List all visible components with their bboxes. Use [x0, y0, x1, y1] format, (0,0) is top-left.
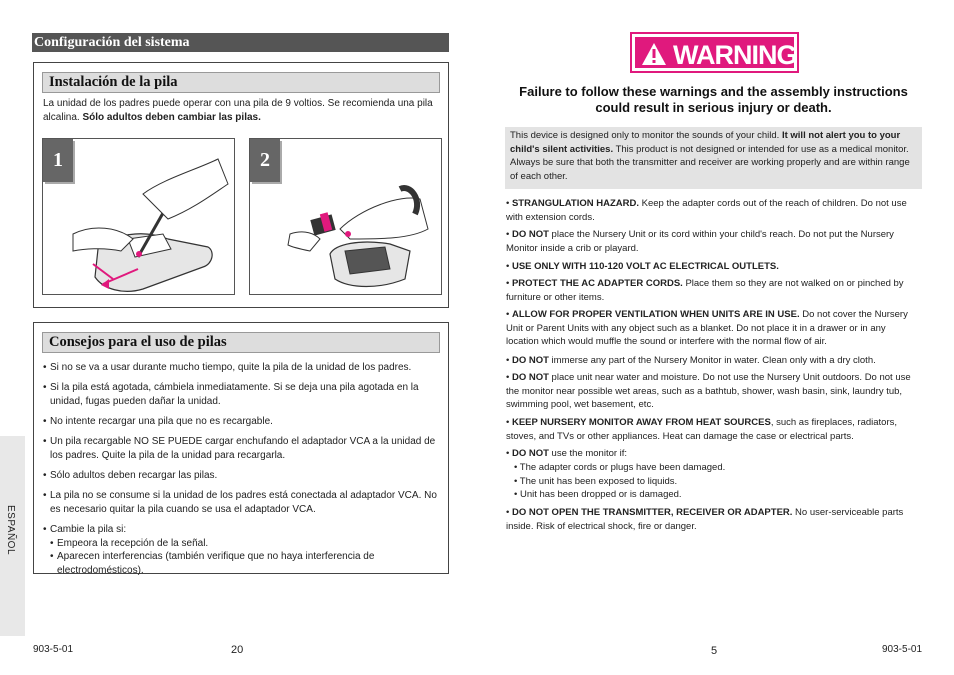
warning-item: • DO NOT use the monitor if: — [506, 448, 628, 459]
tip-item: • Un pila recargable NO SE PUEDE cargar enchufando el adaptador VCA a la unidad de los padres. Quite la pila de la unidad para recargarla. — [43, 436, 436, 461]
warning-item: • KEEP NURSERY MONITOR AWAY FROM HEAT SOURCES, such as fireplaces, radiators, stoves, and TVs or other appliances. Heat can damage the case or electrical parts. — [506, 417, 898, 442]
figure-number-1: 1 — [43, 139, 73, 182]
warning-item: • ALLOW FOR PROPER VENTILATION WHEN UNITS ARE IN USE. Do not cover the Nursery Unit or Parent Units with any object such as a blanket. Do not place it in a drawer or in any location which would muffle the sound or interfere with the normal flow of air. — [506, 309, 908, 348]
warning-headline: Failure to follow these warnings and the assembly instructions could result in serious injury or death. — [519, 84, 908, 115]
tip-item: • Si no se va a usar durante mucho tiempo, quite la pila de la unidad de los padres. — [43, 362, 412, 373]
tip-item: • Si la pila está agotada, cámbiela inmediatamente. Si se deja una pila agotada en la unidad, fugas pueden dañar la unidad. — [43, 382, 419, 407]
warning-item: • STRANGULATION HAZARD. Keep the adapter cords out of the reach of children. Do not use with extension cords. — [506, 198, 907, 223]
language-label: ESPAÑOL — [5, 505, 16, 555]
warning-sub-item: • Unit has been dropped or is damaged. — [514, 489, 682, 500]
battery-install-text — [43, 97, 438, 125]
intro-notice — [505, 127, 922, 189]
warning-label: WARNING — [673, 40, 797, 70]
figure-1 — [42, 138, 235, 295]
warning-item: • USE ONLY WITH 110-120 VOLT AC ELECTRICAL OUTLETS. — [506, 261, 779, 272]
battery-install-panel — [33, 62, 449, 308]
warning-sub-item: • The adapter cords or plugs have been damaged. — [514, 462, 726, 473]
warning-item: • DO NOT place the Nursery Unit or its cord within your child's reach. Do not put the Nursery Monitor inside a crib or playard. — [506, 229, 894, 254]
battery-door-illustration — [43, 139, 235, 295]
battery-tips-panel — [33, 322, 449, 574]
warning-triangle-icon — [641, 42, 667, 66]
footer-code-right: 903-5-01 — [882, 644, 923, 655]
battery-insert-illustration — [250, 139, 442, 295]
intro-text-1: This device is designed only to monitor the sounds of your child. — [510, 130, 782, 141]
battery-install-heading: Instalación de la pila — [42, 72, 440, 93]
tip-sub-item: • Aparecen interferencias (también verifique que no haya interferencia de electrodomésticos). — [50, 551, 375, 576]
battery-install-text-main: La unidad de los padres puede operar con una pila de 9 voltios. Se recomienda una pila alcalina. — [43, 98, 433, 123]
figure-2 — [249, 138, 442, 295]
tip-item: • Sólo adultos deben recargar las pilas. — [43, 470, 218, 481]
tip-sub-item: • Empeora la recepción de la señal. — [50, 538, 209, 549]
warning-item: • DO NOT OPEN THE TRANSMITTER, RECEIVER OR ADAPTER. No user-serviceable parts inside. Risk of electrical shock, fire or danger. — [506, 507, 904, 532]
section-title: Configuración del sistema — [32, 33, 449, 52]
warning-sub-item: • The unit has been exposed to liquids. — [514, 476, 678, 487]
warning-item: • DO NOT place unit near water and moisture. Do not use the Nursery Unit outdoors. Do not use the monitor near possible wet areas, such as a bathtub, shower, wash basin, sink, laundry tub, swimming pool, wet basement, etc. — [506, 372, 911, 411]
intro-text-2: This product is not designed or intended for use as a medical monitor. Always be sure that both the transmitter and receiver are working properly and are within range of each other. — [510, 143, 910, 182]
warning-item: • PROTECT THE AC ADAPTER CORDS. Place them so they are not walked on or pinched by furniture or other items. — [506, 278, 904, 303]
tip-item: • Cambie la pila si: — [43, 524, 127, 535]
battery-tips-heading: Consejos para el uso de pilas — [42, 332, 440, 353]
figure-number-2: 2 — [250, 139, 280, 182]
tip-item: • La pila no se consume si la unidad de los padres está conectada al adaptador VCA. No es necesario quitar la pila cuando se usa el adaptador VCA. — [43, 490, 437, 515]
battery-install-text-bold: Sólo adultos deben cambiar las pilas. — [82, 112, 261, 123]
intro-text-bold: It will not alert you to your child's silent activities. — [510, 130, 901, 155]
tip-item: • No intente recargar una pila que no es recargable. — [43, 416, 273, 427]
page-number-right: 5 — [711, 645, 718, 657]
warning-badge — [630, 32, 799, 73]
page-number-left: 20 — [231, 644, 244, 656]
footer-code-left: 903-5-01 — [33, 644, 74, 655]
warning-item: • DO NOT immerse any part of the Nursery Monitor in water. Clean only with a dry cloth. — [506, 355, 876, 366]
